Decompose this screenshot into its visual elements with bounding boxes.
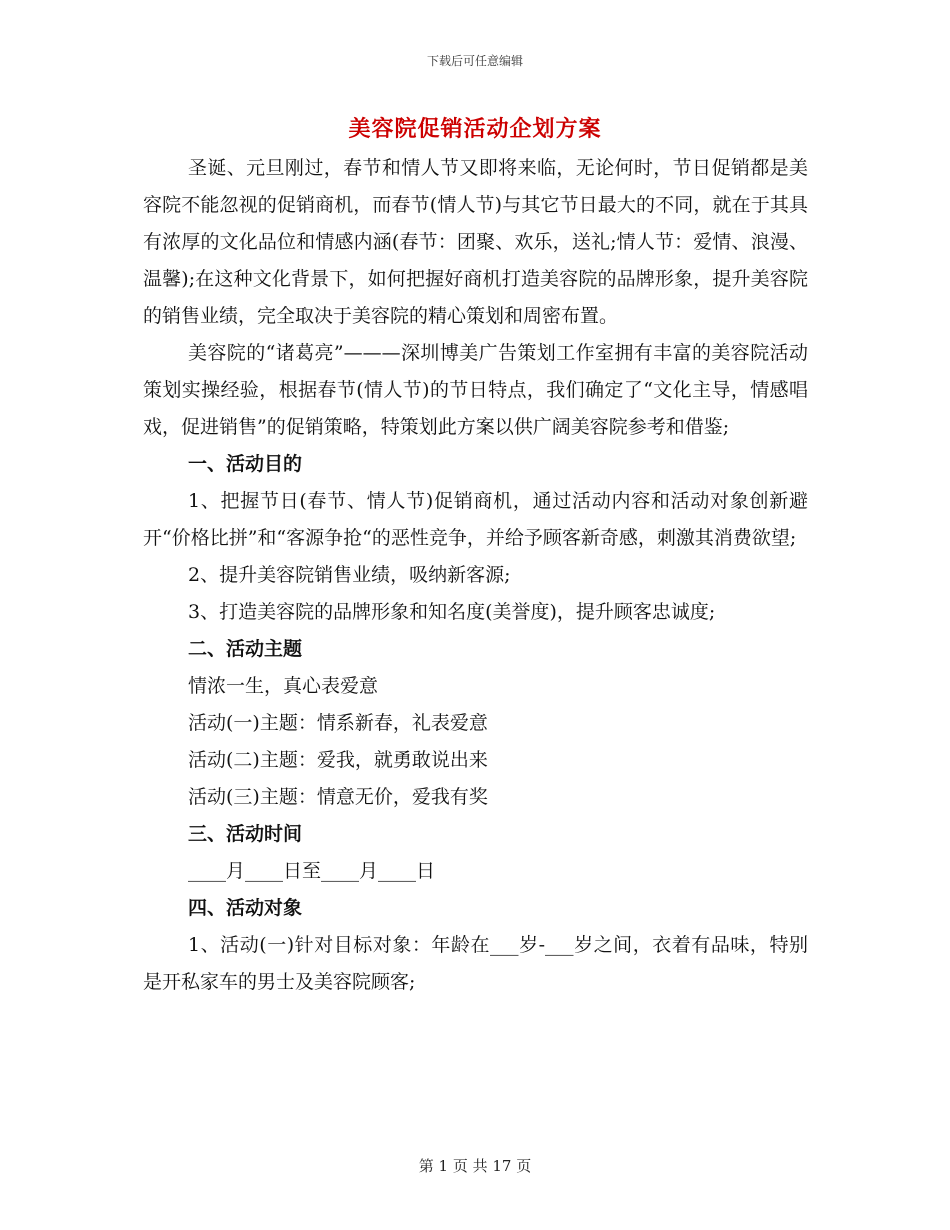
page-number: 第 1 页 共 17 页: [418, 1157, 532, 1175]
intro-paragraph-1: 圣诞、元旦刚过，春节和情人节又即将来临，无论何时，节日促销都是美容院不能忽视的促销商机，而春节(情人节)与其它节日最大的不同，就在于其具有浓厚的文化品位和情感内涵(春节：团聚、欢乐，送礼;情人节：爱情、浪漫、温馨);在这种文化背景下，如何把握好商机打造美容院的品牌形象，提升美容院的销售业绩，完全取决于美容院的精心策划和周密布置。: [143, 157, 808, 327]
theme-line-main: 情浓一生，真心表爱意: [188, 675, 379, 697]
intro-paragraph-2: 美容院的“诸葛亮”———深圳博美广告策划工作室拥有丰富的美容院活动策划实操经验，根据春节(情人节)的节日特点，我们确定了“文化主导，情感唱戏，促进销售”的促销策略，特策划此方案以供广阔美容院参考和借鉴;: [143, 342, 808, 438]
theme-line-activity-3: 活动(三)主题：情意无价，爱我有奖: [188, 786, 488, 808]
document-title: 美容院促销活动企划方案: [348, 116, 602, 142]
purpose-item-2: 2、提升美容院销售业绩，吸纳新客源;: [188, 564, 511, 586]
section-heading-audience: 四、活动对象: [188, 897, 303, 919]
section-heading-purpose: 一、活动目的: [188, 453, 303, 475]
theme-line-activity-1: 活动(一)主题：情系新春，礼表爱意: [188, 712, 488, 734]
purpose-item-1: 1、把握节日(春节、情人节)促销商机，通过活动内容和活动对象创新避开“价格比拼”和“客源争抢“的恶性竞争，并给予顾客新奇感，刺激其消费欲望;: [143, 490, 808, 549]
document-body: [143, 150, 808, 1001]
time-line: ____月____日至____月____日: [188, 860, 436, 882]
theme-line-activity-2: 活动(二)主题：爱我，就勇敢说出来: [188, 749, 488, 771]
page-header-note: 下载后可任意编辑: [426, 54, 523, 68]
purpose-item-3: 3、打造美容院的品牌形象和知名度(美誉度)，提升顾客忠诚度;: [188, 601, 716, 623]
section-heading-theme: 二、活动主题: [188, 638, 303, 660]
section-heading-time: 三、活动时间: [188, 823, 303, 845]
audience-item-1: 1、活动(一)针对目标对象：年龄在___岁-___岁之间，衣着有品味，特别是开私家车的男士及美容院顾客;: [143, 934, 808, 993]
